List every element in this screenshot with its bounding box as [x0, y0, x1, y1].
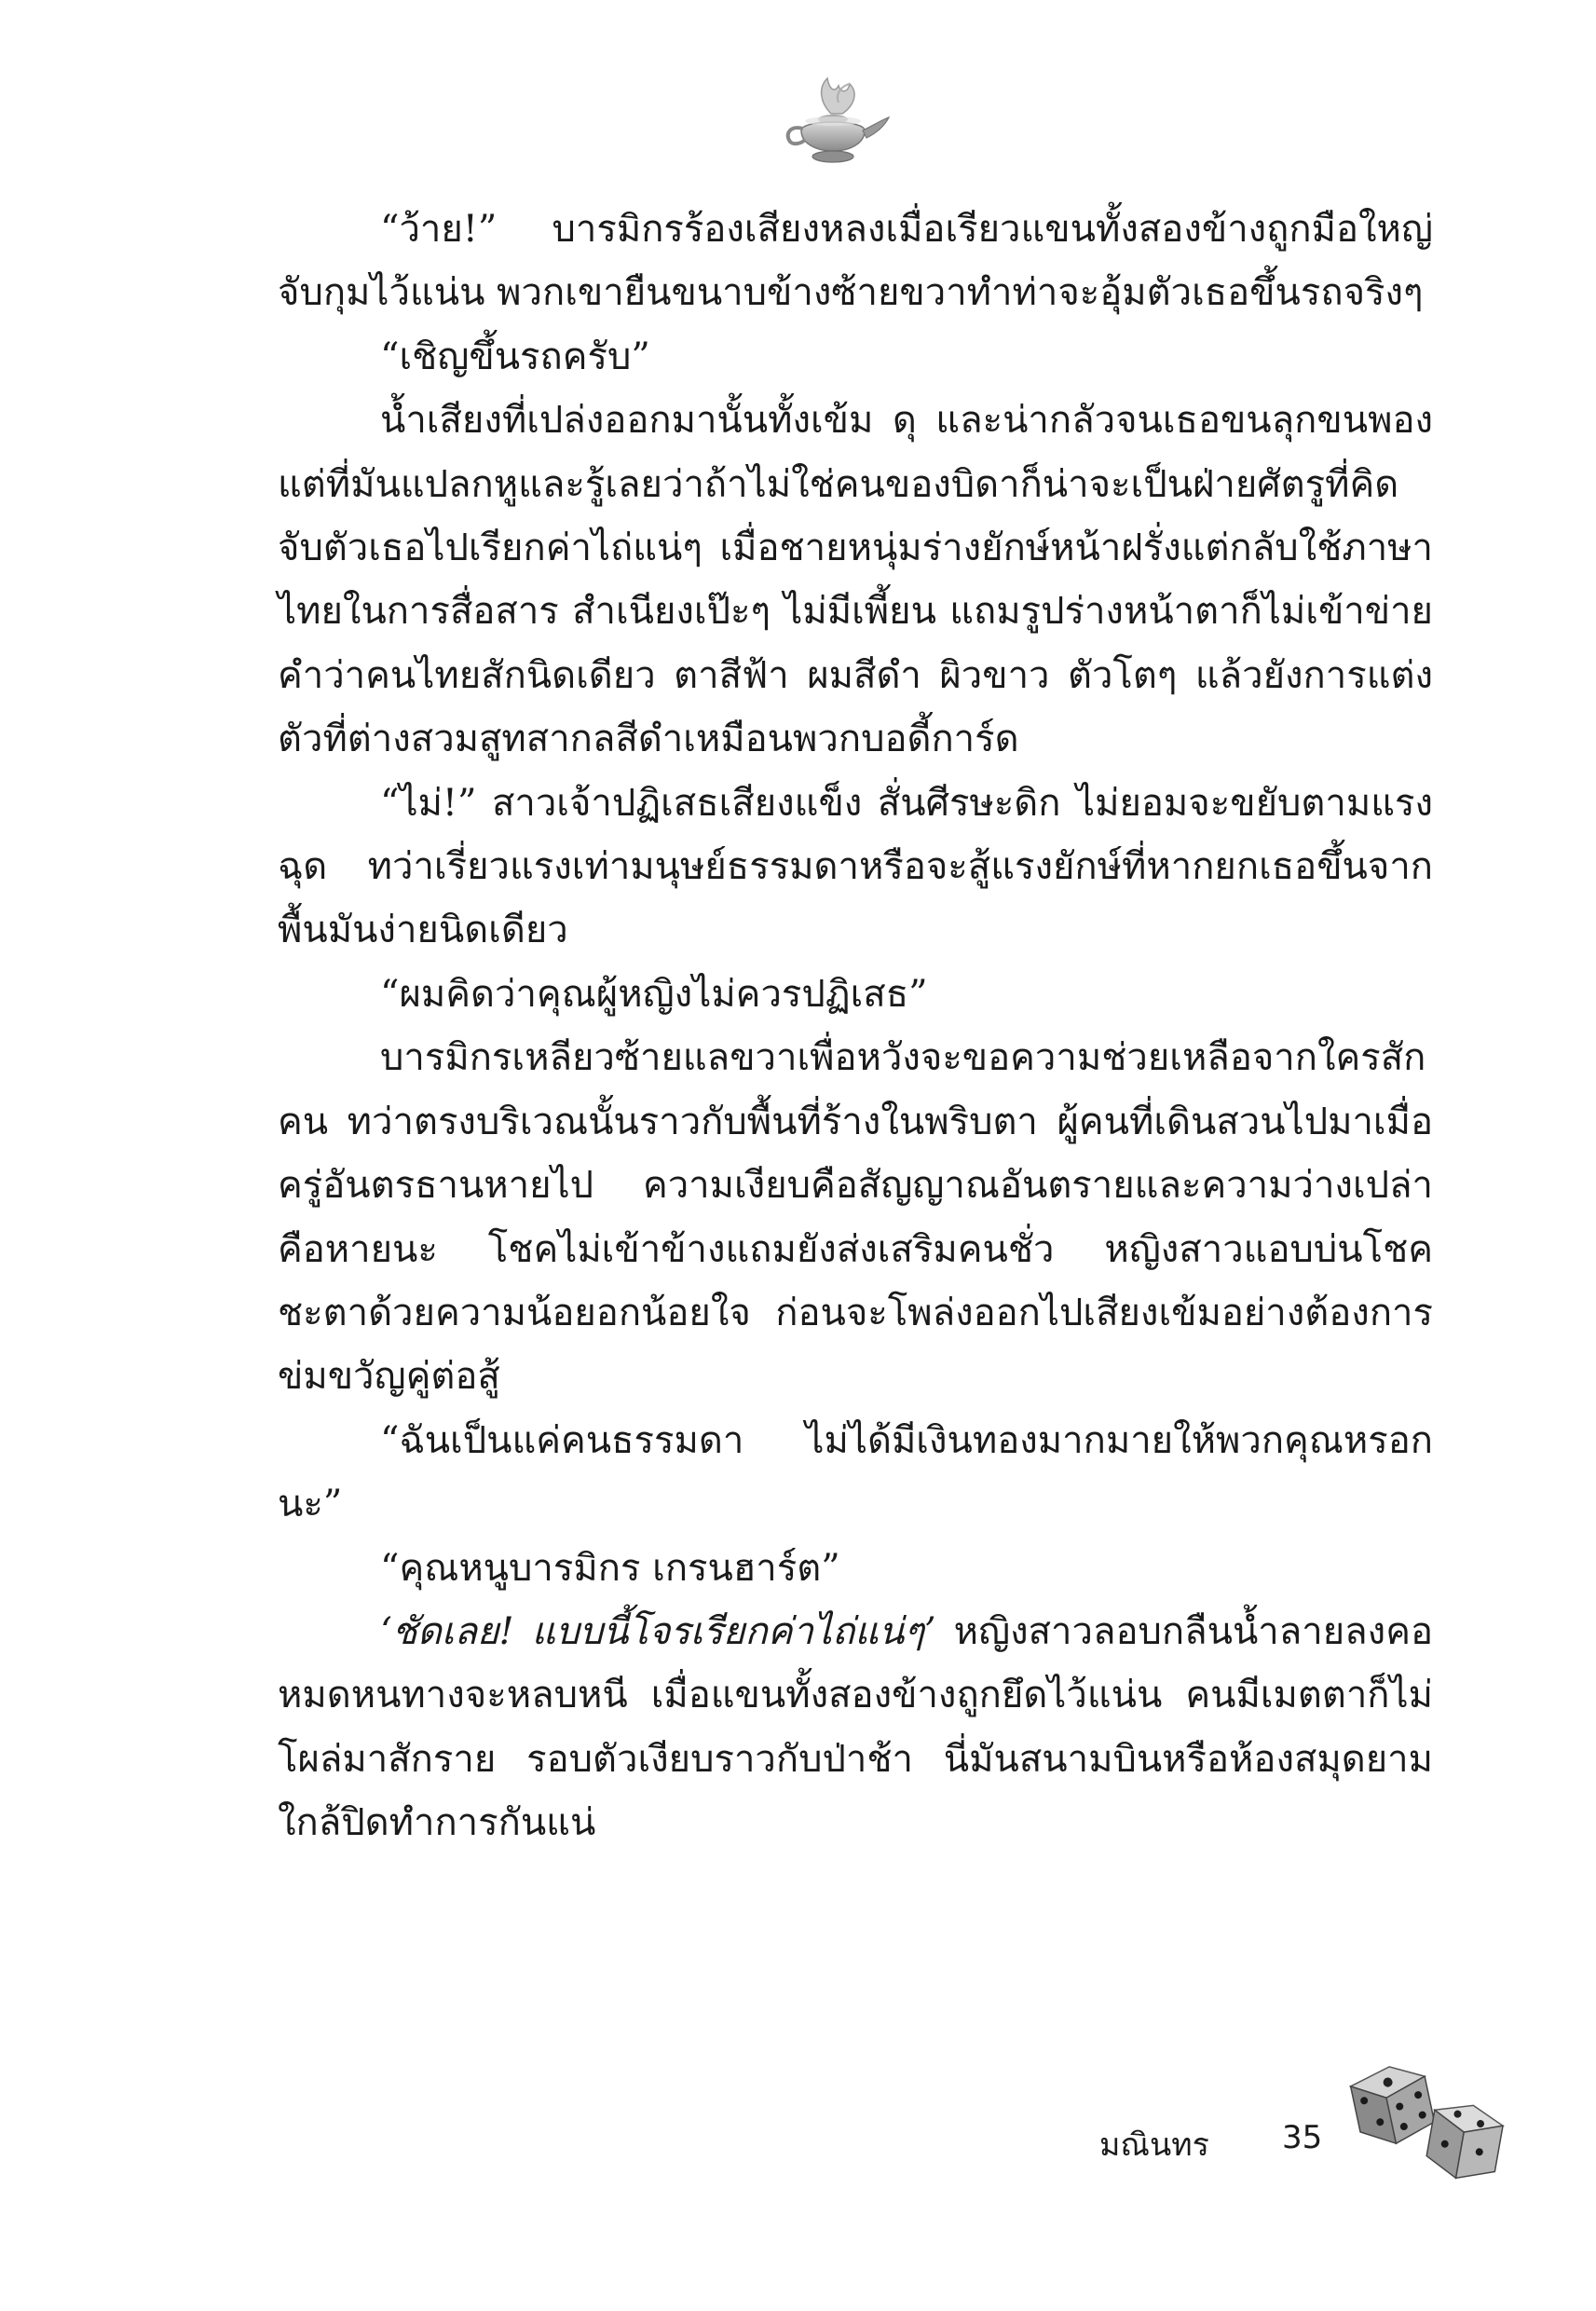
paragraph-8: “คุณหนูบารมิกร เกรนฮาร์ต”	[380, 1546, 840, 1590]
paragraph-9	[278, 1600, 1433, 1855]
paragraph-9-text: หญิงสาวลอบกลืนน้ำลายลงคอหมดหนทางจะหลบหนี เมื่อแขนทั้งสองข้างถูกยึดไว้แน่น คนมีเมตตาก็ไม่โผล่มาสักราย รอบตัวเงียบราวกับป่าช้า นี่มันสนามบินหรือห้องสมุดยามใกล้ปิดทำการกันแน่	[278, 1609, 1433, 1845]
page-number: 35	[1282, 2119, 1323, 2156]
magic-lamp-icon	[773, 65, 894, 177]
author-name: มณินทร	[1099, 2126, 1209, 2164]
paragraph-9-thought: ‘ชัดเลย! แบบนี้โจรเรียกค่าไถ่แน่ๆ’	[380, 1609, 936, 1653]
paragraph-6: บารมิกรเหลียวซ้ายแลขวาเพื่อหวังจะขอความช่วยเหลือจากใครสักคน ทว่าตรงบริเวณนั้นราวกับพื้นที่ร้างในพริบตา ผู้คนที่เดินสวนไปมาเมื่อครู่อันตรธานหายไป ความเงียบคือสัญญาณอันตรายและความว่างเปล่าคือหายนะ โชคไม่เข้าข้างแถมยังส่งเสริมคนชั่ว หญิงสาวแอบบ่นโชคชะตาด้วยความน้อยอกน้อยใจ ก่อนจะโพล่งออกไปเสียงเข้มอย่างต้องการข่มขวัญคู่ต่อสู้	[278, 1036, 1433, 1399]
paragraph-2: “เชิญขึ้นรถครับ”	[380, 335, 650, 378]
story-body	[278, 198, 1433, 1855]
paragraph-7: “ฉันเป็นแค่คนธรรมดา ไม่ได้มีเงินทองมากมายให้พวกคุณหรอกนะ”	[278, 1418, 1433, 1526]
paragraph-4: “ไม่!” สาวเจ้าปฏิเสธเสียงแข็ง สั่นศีรษะดิก ไม่ยอมจะขยับตามแรงฉุด ทว่าเรี่ยวแรงเท่ามนุษย์ธรรมดาหรือจะสู้แรงยักษ์ที่หากยกเธอขึ้นจากพื้นมันง่ายนิดเดียว	[278, 781, 1433, 952]
paragraph-1: “ว้าย!” บารมิกรร้องเสียงหลงเมื่อเรียวแขนทั้งสองข้างถูกมือใหญ่จับกุมไว้แน่น พวกเขายืนขนาบข้างซ้ายขวาทำท่าจะอุ้มตัวเธอขึ้นรถจริงๆ	[278, 208, 1433, 315]
dice-icon	[1342, 2050, 1509, 2190]
paragraph-5: “ผมคิดว่าคุณผู้หญิงไม่ควรปฏิเสธ”	[380, 972, 928, 1016]
paragraph-3: น้ำเสียงที่เปล่งออกมานั้นทั้งเข้ม ดุ และน่ากลัวจนเธอขนลุกขนพอง แต่ที่มันแปลกหูและรู้เลยว่าถ้าไม่ใช่คนของบิดาก็น่าจะเป็นฝ่ายศัตรูที่คิดจับตัวเธอไปเรียกค่าไถ่แน่ๆ เมื่อชายหนุ่มร่างยักษ์หน้าฝรั่งแต่กลับใช้ภาษาไทยในการสื่อสาร สำเนียงเป๊ะๆ ไม่มีเพี้ยน แถมรูปร่างหน้าตาก็ไม่เข้าข่ายคำว่าคนไทยสักนิดเดียว ตาสีฟ้า ผมสีดำ ผิวขาว ตัวโตๆ แล้วยังการแต่งตัวที่ต่างสวมสูทสากลสีดำเหมือนพวกบอดี้การ์ด	[278, 399, 1433, 761]
